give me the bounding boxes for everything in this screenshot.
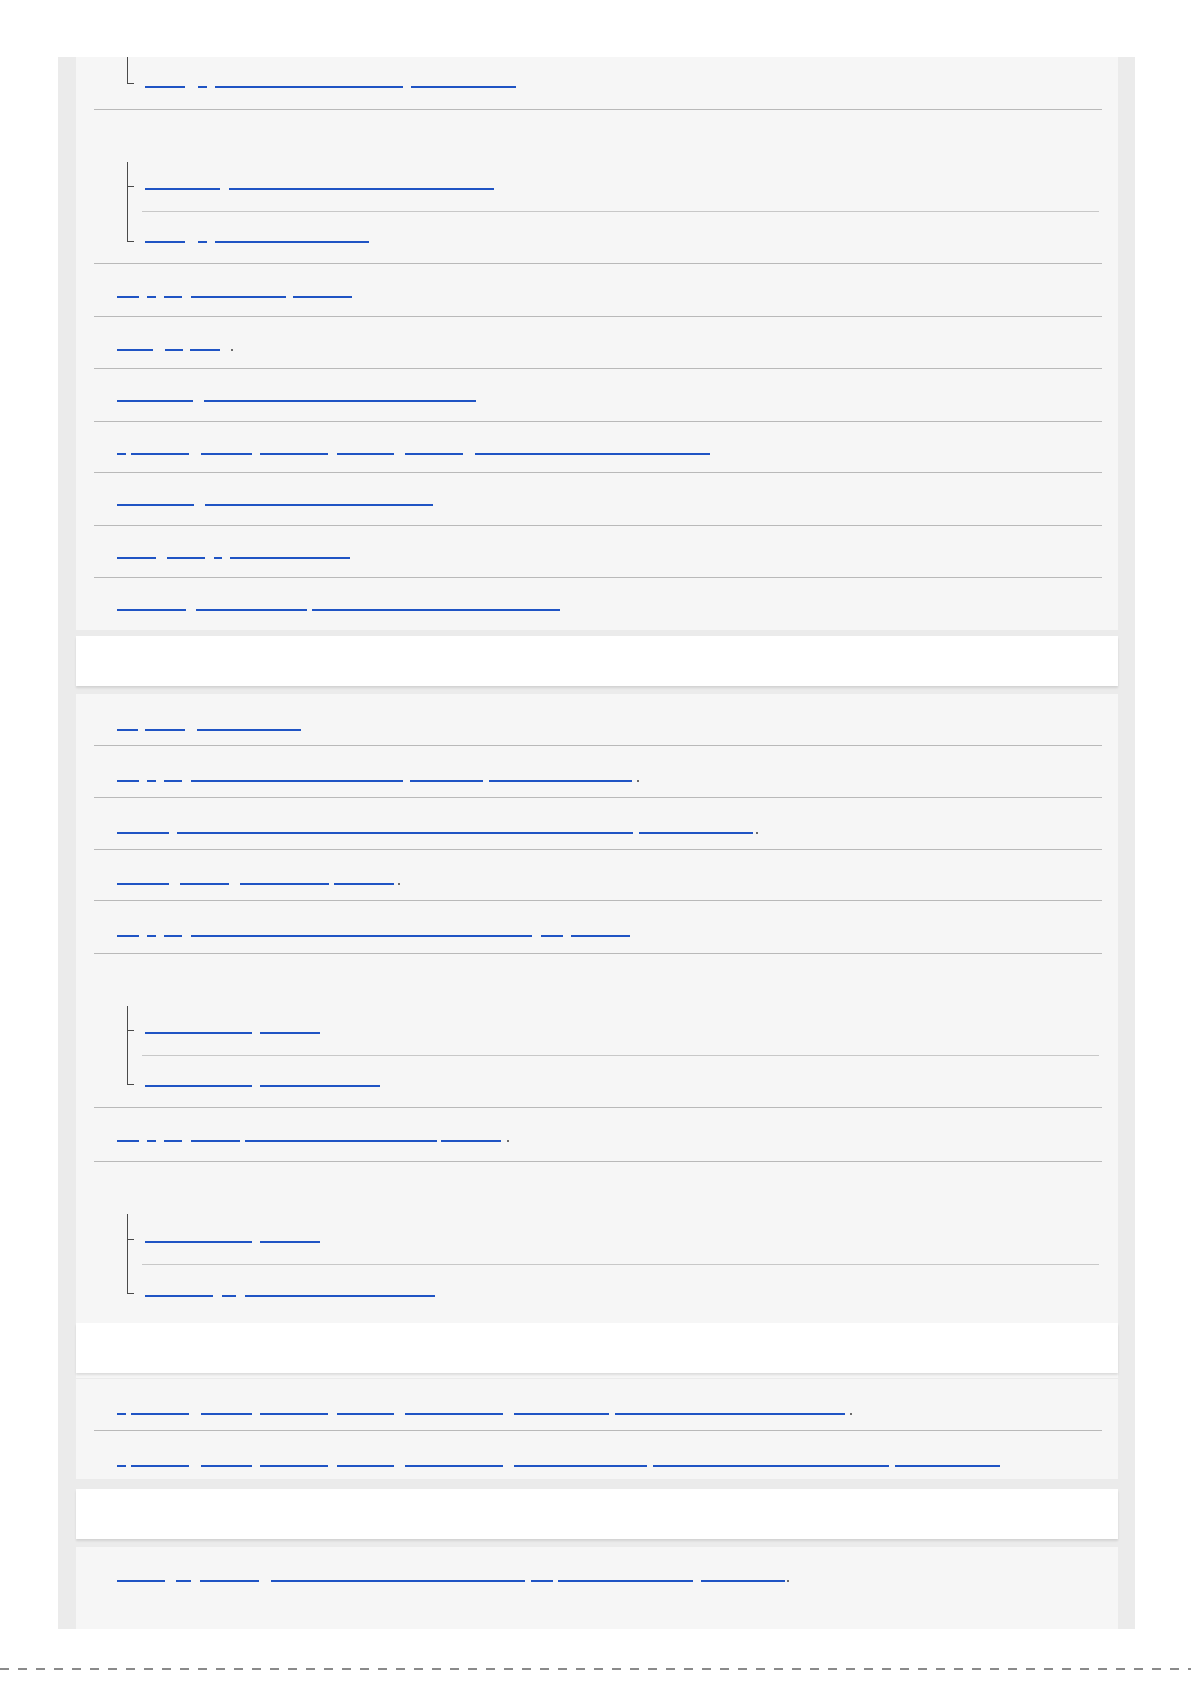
tree-line [127,57,134,84]
link-dash [405,1465,503,1467]
cut-line-dash [630,1668,639,1670]
nav-link-label [145,1293,146,1294]
link-dash [405,453,463,455]
nav-link[interactable] [117,1574,797,1582]
cut-line-dash [828,1668,837,1670]
link-dash [198,86,207,88]
nav-link-label [117,451,118,452]
link-dash [441,1140,501,1142]
nav-link[interactable] [145,182,495,190]
link-dash [117,609,186,611]
cut-line-dash [1152,1668,1161,1670]
link-dash [164,780,182,782]
cut-line-dash [414,1668,423,1670]
link-dash [191,296,286,298]
cut-line-dash [576,1668,585,1670]
cut-line-dash [774,1668,783,1670]
link-dash [260,1465,328,1467]
cut-line-dash [288,1668,297,1670]
link-dash [117,780,139,782]
link-dash [475,453,710,455]
separator [94,263,1102,264]
nav-link-label [117,1463,118,1464]
link-dash [260,1241,320,1243]
cut-line-dash [108,1668,117,1670]
cut-line-dash [378,1668,387,1670]
nav-link-label [117,1138,118,1139]
link-dash [200,1580,259,1582]
cut-line-dash [504,1668,513,1670]
link-dash [615,1413,845,1415]
separator [94,109,1102,110]
link-dash [337,1413,394,1415]
nav-link[interactable] [117,929,647,937]
cut-line-dash [126,1668,135,1670]
cut-line-dash [1008,1668,1017,1670]
cut-line-dash [486,1668,495,1670]
link-dash [337,453,394,455]
link-dash [145,241,185,243]
link-dash [117,832,169,834]
cut-line-dash [540,1668,549,1670]
cut-line-dash [756,1668,765,1670]
section-band-1 [76,636,1118,686]
nav-link[interactable] [145,1079,385,1087]
cut-line-dash [882,1668,891,1670]
cut-line-dash [54,1668,63,1670]
link-dash [117,1413,126,1415]
cut-line-dash [594,1668,603,1670]
cut-line-dash [846,1668,855,1670]
cut-line-dash [324,1668,333,1670]
cut-line-dash [72,1668,81,1670]
cut-line-dash [306,1668,315,1670]
link-dash [131,1465,189,1467]
link-dash [177,832,633,834]
link-dash [334,883,394,885]
separator [94,849,1102,850]
link-dash [117,296,139,298]
nav-link[interactable] [117,826,767,834]
sub-separator [142,1055,1099,1056]
cut-line-dash [234,1668,243,1670]
cut-line-dash [936,1668,945,1670]
tree-tick [127,186,134,187]
nav-link-label [145,1030,146,1031]
link-dash [701,1580,785,1582]
cut-line-dash [18,1668,27,1670]
tree-tick [127,1239,134,1240]
sub-separator [142,1264,1099,1265]
link-dash [147,1140,156,1142]
link-dot [231,349,233,351]
nav-link-label [117,347,118,348]
link-dash [571,935,630,937]
cut-line-dash [36,1668,45,1670]
cut-line-dash [1044,1668,1053,1670]
link-dash [117,557,156,559]
nav-link[interactable] [117,723,307,731]
link-dash [639,832,753,834]
cut-line-dash [738,1668,747,1670]
link-dash [293,296,352,298]
link-dash [117,349,153,351]
link-dash [271,1580,525,1582]
link-dash [117,883,169,885]
link-dash [222,1295,236,1297]
cut-line-dash [360,1668,369,1670]
separator [94,900,1102,901]
link-dot [756,832,758,834]
link-dash [167,557,205,559]
link-dash [230,557,350,559]
separator [94,577,1102,578]
nav-link-label [145,239,146,240]
nav-link[interactable] [117,1134,517,1142]
link-dash [117,400,193,402]
cut-line-dash [0,1668,9,1670]
link-dash [197,729,301,731]
nav-link-label [117,1578,118,1579]
cut-line-dash [864,1668,873,1670]
nav-link-label [117,398,118,399]
link-dash [145,1085,252,1087]
nav-link-label [117,1411,118,1412]
link-dash [215,86,403,88]
link-dash [260,1085,380,1087]
nav-link[interactable] [117,498,437,506]
link-dash [245,1140,437,1142]
link-dash [117,935,139,937]
link-dash [204,400,476,402]
nav-link[interactable] [117,1407,857,1415]
section-band-3 [76,1489,1118,1539]
link-dash [514,1465,647,1467]
cut-line-dash [684,1668,693,1670]
link-dot [507,1140,509,1142]
separator [94,368,1102,369]
link-dash [147,780,156,782]
link-dash [895,1465,1000,1467]
cut-line-dash [180,1668,189,1670]
link-dash [131,1413,189,1415]
nav-link[interactable] [117,447,717,455]
link-dash [164,1140,182,1142]
cut-line-dash [1170,1668,1179,1670]
link-dash [164,296,182,298]
link-dash [145,729,185,731]
nav-link[interactable] [145,1026,325,1034]
nav-link-label [117,294,118,295]
nav-link[interactable] [117,603,567,611]
link-dash [176,1580,191,1582]
nav-link-label [117,933,118,934]
cut-line-dash [666,1668,675,1670]
cut-line-dash [558,1668,567,1670]
separator [94,472,1102,473]
cut-line-dash [198,1668,207,1670]
nav-link-label [117,830,118,831]
cut-line-dash [1026,1668,1035,1670]
link-dash [411,86,516,88]
link-dash [405,1413,503,1415]
cut-line-dash [810,1668,819,1670]
link-dot [398,883,400,885]
link-dash [196,609,307,611]
link-dot [637,780,639,782]
link-dash [260,1413,328,1415]
link-dash [165,349,183,351]
link-dash [164,935,182,937]
cut-line-dash [612,1668,621,1670]
link-dash [214,557,222,559]
cut-line-dash [792,1668,801,1670]
nav-link[interactable] [145,1289,445,1297]
separator [94,745,1102,746]
link-dash [117,453,126,455]
cut-line-dash [522,1668,531,1670]
nav-link-label [117,778,118,779]
link-dash [145,1295,213,1297]
nav-link-label [117,607,118,608]
nav-link[interactable] [145,1235,325,1243]
separator [94,525,1102,526]
link-dash [145,1241,252,1243]
link-dash [337,1465,394,1467]
link-dash [198,241,207,243]
separator [94,421,1102,422]
cut-line-dash [900,1668,909,1670]
link-dash [147,935,156,937]
nav-link[interactable] [117,774,647,782]
cut-line-dash [396,1668,405,1670]
section-band-2 [76,1323,1118,1373]
link-dash [117,1580,165,1582]
link-dash [201,1413,252,1415]
link-dash [147,296,156,298]
cut-line-dash [720,1668,729,1670]
link-dash [145,86,185,88]
nav-link[interactable] [117,877,417,885]
nav-link-label [117,881,118,882]
cut-line-dash [1116,1668,1125,1670]
link-dash [201,1465,252,1467]
cut-line-dash [702,1668,711,1670]
cut-line-dash [972,1668,981,1670]
link-dash [653,1465,889,1467]
link-dash [145,1032,252,1034]
link-dot [850,1413,852,1415]
separator [94,316,1102,317]
cut-line-dash [1062,1668,1071,1670]
cut-line-dash [918,1668,927,1670]
tree-line [127,1006,134,1085]
nav-link[interactable] [117,394,487,402]
separator [94,1161,1102,1162]
nav-link-label [117,502,118,503]
cut-line-dash [342,1668,351,1670]
link-dash [514,1413,609,1415]
link-dash [531,1580,553,1582]
link-dash [260,1032,320,1034]
link-dash [215,241,369,243]
link-dash [180,883,229,885]
nav-link-label [145,186,146,187]
nav-link-label [117,727,118,728]
link-dash [190,349,220,351]
cut-line-dash [450,1668,459,1670]
link-dash [240,883,329,885]
link-dash [131,453,189,455]
link-dash [558,1580,693,1582]
link-dash [191,935,532,937]
link-dot [787,1580,789,1582]
nav-link-label [145,84,146,85]
link-dash [229,188,494,190]
cut-line-dash [144,1668,153,1670]
cut-line-dash [432,1668,441,1670]
separator [94,797,1102,798]
link-dash [541,935,563,937]
link-dash [117,729,138,731]
cut-line-dash [252,1668,261,1670]
separator [94,1107,1102,1108]
link-dash [145,188,220,190]
tree-tick [127,1030,134,1031]
cut-line-dash [990,1668,999,1670]
link-dash [245,1295,435,1297]
link-dash [201,453,252,455]
link-dash [117,504,194,506]
cut-line-dash [1134,1668,1143,1670]
nav-link-label [117,555,118,556]
tree-line [127,1214,134,1294]
cut-line-dash [162,1668,171,1670]
nav-link[interactable] [117,1459,1007,1467]
nav-link[interactable] [145,235,375,243]
cut-line-dash [216,1668,225,1670]
link-dash [489,780,632,782]
nav-link[interactable] [145,80,525,88]
cut-line-dash [270,1668,279,1670]
cut-line-dash [1098,1668,1107,1670]
link-dash [191,1140,240,1142]
link-dash [205,504,433,506]
nav-link-label [145,1239,146,1240]
sub-separator [142,211,1099,212]
cut-line-dash [90,1668,99,1670]
section-panel-4 [76,1547,1118,1629]
link-dash [117,1140,139,1142]
separator [94,953,1102,954]
cut-line-dash [648,1668,657,1670]
link-dash [191,780,403,782]
cut-line-dash [954,1668,963,1670]
link-dash [312,609,560,611]
link-dash [260,453,328,455]
nav-link[interactable] [117,343,237,351]
nav-link[interactable] [117,290,357,298]
link-dash [117,1465,126,1467]
cut-line-dash [1080,1668,1089,1670]
link-dash [410,780,483,782]
cut-line-dash [468,1668,477,1670]
separator [94,1430,1102,1431]
tree-line [127,162,134,242]
nav-link[interactable] [117,551,357,559]
nav-link-label [145,1083,146,1084]
